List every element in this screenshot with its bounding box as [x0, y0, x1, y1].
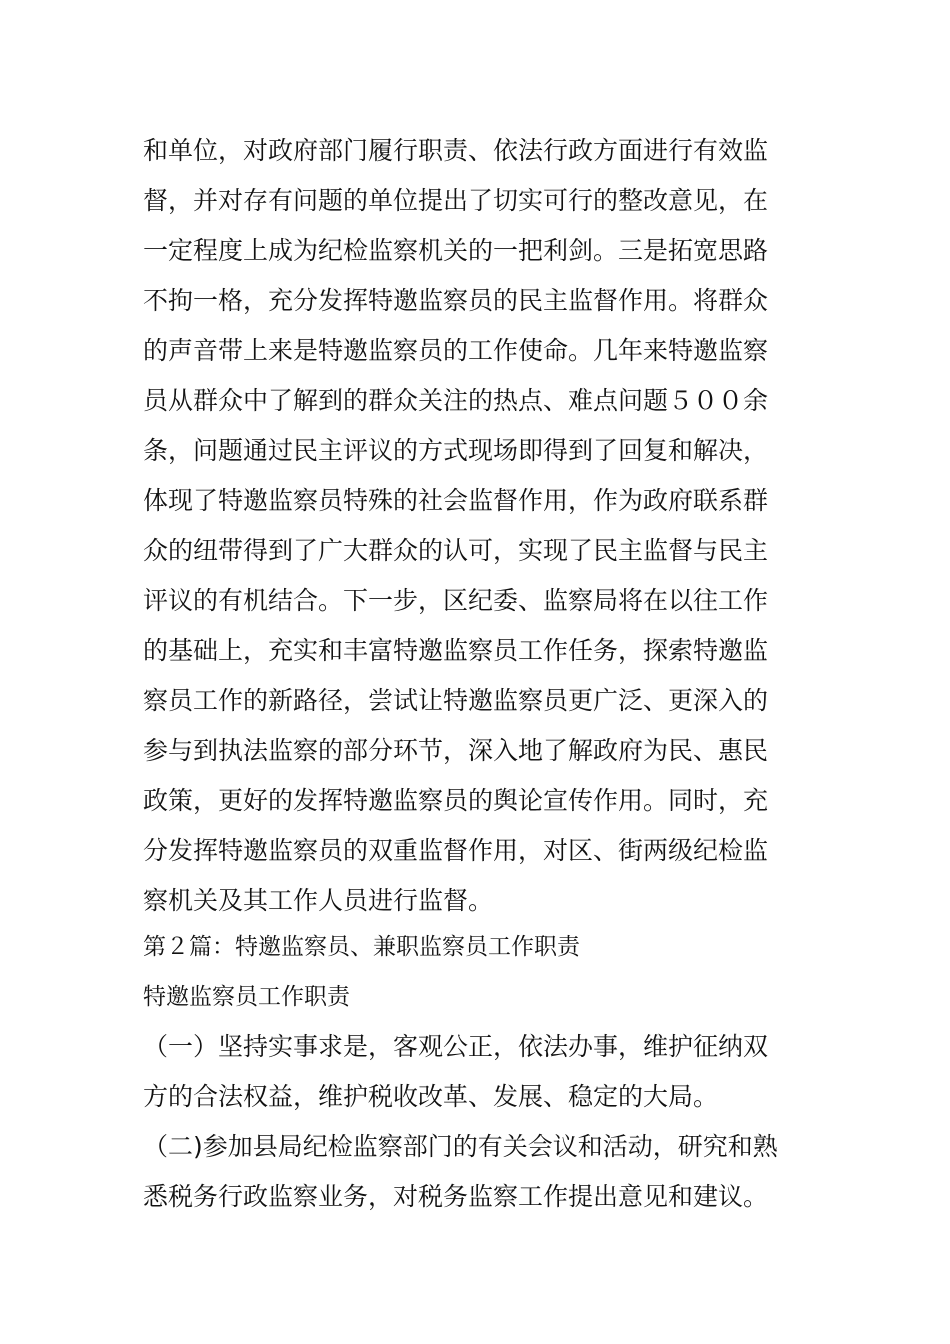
heading-group	[143, 922, 823, 1022]
duty-item	[143, 1022, 823, 1122]
paragraph-line: 条，问题通过民主评议的方式现场即得到了回复和解决，	[143, 436, 769, 465]
body-paragraph	[143, 126, 823, 926]
paragraph-line: 众的纽带得到了广大群众的认可，实现了民主监督与民主	[143, 536, 769, 565]
paragraph-line: 体现了特邀监察员特殊的社会监督作用，作为政府联系群	[143, 486, 769, 515]
paragraph-line: 评议的有机结合。下一步，区纪委、监察局将在以往工作	[143, 586, 769, 615]
chapter-heading: 第２篇：特邀监察员、兼职监察员工作职责	[143, 934, 580, 960]
duty-list	[143, 1022, 823, 1222]
duty-item-line: 方的合法权益，维护税收改革、发展、稳定的大局。	[143, 1082, 719, 1111]
paragraph-line: 的声音带上来是特邀监察员的工作使命。几年来特邀监察	[143, 336, 769, 365]
section-heading: 特邀监察员工作职责	[143, 984, 350, 1010]
paragraph-line: 分发挥特邀监察员的双重监督作用，对区、街两级纪检监	[143, 836, 769, 865]
paragraph-line: 督，并对存有问题的单位提出了切实可行的整改意见，在	[143, 186, 769, 215]
paragraph-line: 察机关及其工作人员进行监督。	[143, 886, 494, 915]
paragraph-line: 员从群众中了解到的群众关注的热点、难点问题５００余	[143, 386, 769, 415]
paragraph-line: 的基础上，充实和丰富特邀监察员工作任务，探索特邀监	[143, 636, 769, 665]
duty-item-line: 悉税务行政监察业务，对税务监察工作提出意见和建议。	[143, 1182, 769, 1211]
paragraph-line: 政策，更好的发挥特邀监察员的舆论宣传作用。同时，充	[143, 786, 769, 815]
paragraph-line: 和单位，对政府部门履行职责、依法行政方面进行有效监	[143, 136, 769, 165]
duty-item	[143, 1122, 823, 1222]
duty-item-line: （一）坚持实事求是，客观公正，依法办事，维护征纳双	[143, 1032, 769, 1061]
duty-item-line: （二)参加县局纪检监察部门的有关会议和活动，研究和熟	[143, 1132, 778, 1161]
paragraph-line: 参与到执法监察的部分环节，深入地了解政府为民、惠民	[143, 736, 769, 765]
paragraph-line: 不拘一格，充分发挥特邀监察员的民主监督作用。将群众	[143, 286, 769, 315]
paragraph-line: 察员工作的新路径，尝试让特邀监察员更广泛、更深入的	[143, 686, 769, 715]
paragraph-line: 一定程度上成为纪检监察机关的一把利剑。三是拓宽思路	[143, 236, 769, 265]
